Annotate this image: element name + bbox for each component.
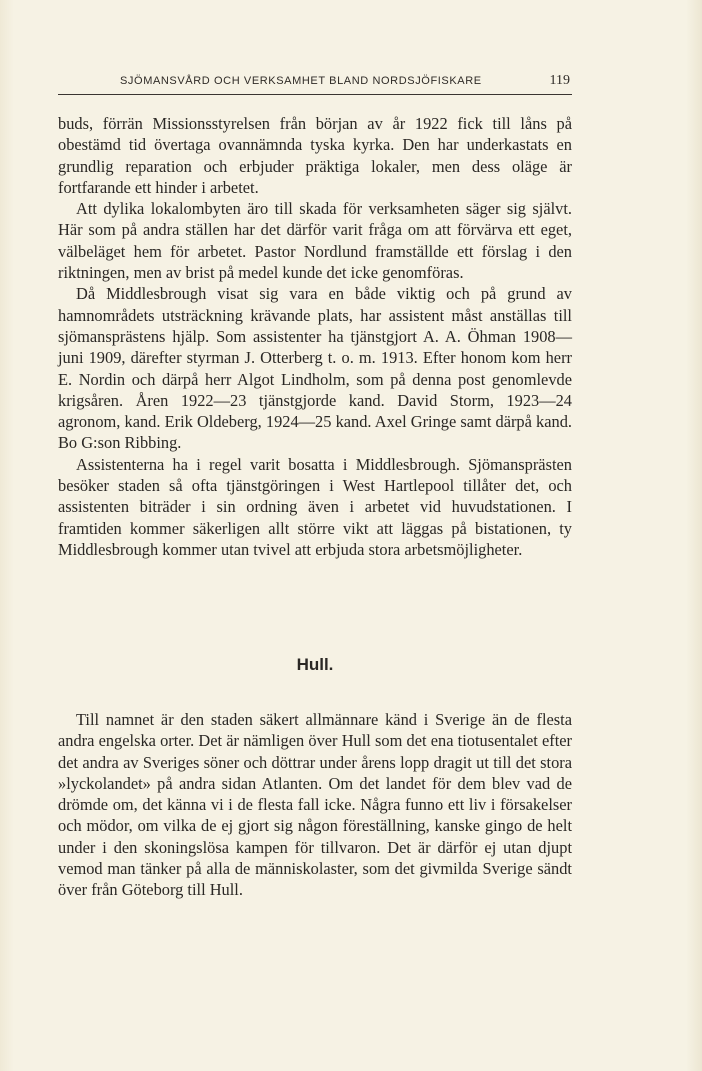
paragraph: buds, förrän Missionsstyrelsen från början av år 1922 fick till låns på obestämd tid övertaga ovannämnda tyska kyrka. Den har underkastats en grundlig reparation och erbjuder präktiga lokaler, men dess oläge är fortfarande ett hinder i arbetet.: [58, 114, 572, 197]
text-block-hull: [58, 709, 572, 901]
page-number: 119: [549, 73, 570, 88]
paragraph: Att dylika lokalombyten äro till skada för verksamheten säger sig självt. Här som på andra ställen har det därför varit fråga om att förvärva ett eget, välbeläget hem för arbetet. Pastor Nordlund framställde ett förslag i den riktningen, men av brist på medel kunde det icke genomföras.: [58, 199, 572, 283]
section-heading: Hull.: [296, 655, 334, 674]
header-rule: [58, 94, 572, 95]
text-block-middlesbrough: [58, 113, 572, 560]
paragraph: Då Middlesbrough visat sig vara en både viktig och på grund av hamnområdets utsträckning krävande plats, har assistent måst anställas till sjömansprästens hjälp. Som assistenter ha tjänstgjort A. A. Öhman 1908—juni 1909, därefter styrman J. Otterberg t. o. m. 1913. Efter honom kom herr E. Nordin och därpå herr Algot Lindholm, som på denna post genomlevde krigsåren. Åren 1922—23 tjänstgjorde kand. David Storm, 1923—24 agronom, kand. Erik Oldeberg, 1924—25 kand. Axel Gringe samt därpå kand. Bo G:son Ribbing.: [58, 284, 572, 453]
running-title: SJÖMANSVÅRD OCH VERKSAMHET BLAND NORDSJÖFISKARE: [120, 75, 482, 87]
paragraph: Assistenterna ha i regel varit bosatta i Middlesbrough. Sjömansprästen besöker staden så ofta tjänstgöringen i West Hartlepool tillåter det, och assistenten biträder i sin ordning även i arbetet vid huvudstationen. I framtiden kommer säkerligen allt större vikt att läggas på bistationen, ty Middlesbrough kommer utan tvivel att erbjuda stora arbetsmöjligheter.: [58, 454, 572, 559]
running-header: [58, 72, 572, 92]
paragraph: Till namnet är den staden säkert allmännare känd i Sverige än de flesta andra engelska orter. Det är nämligen över Hull som det ena tiotusentalet efter det andra av Sveriges söner och döttrar under årens lopp dragit ut till det stora »lyckolandet» på andra sidan Atlanten. Om det landet för dem blev vad de drömde om, det känna vi i de flesta fall icke. Några funno ett liv i försakelser och mödor, om vilka de ej gjort sig någon föreställning, kanske gingo de helt under i den skoningslösa kampen för tillvaron. Det är därför ej utan djupt vemod man tänker på alla de människolaster, som det givmilda Sverige sändt över från Göteborg till Hull.: [58, 710, 572, 900]
